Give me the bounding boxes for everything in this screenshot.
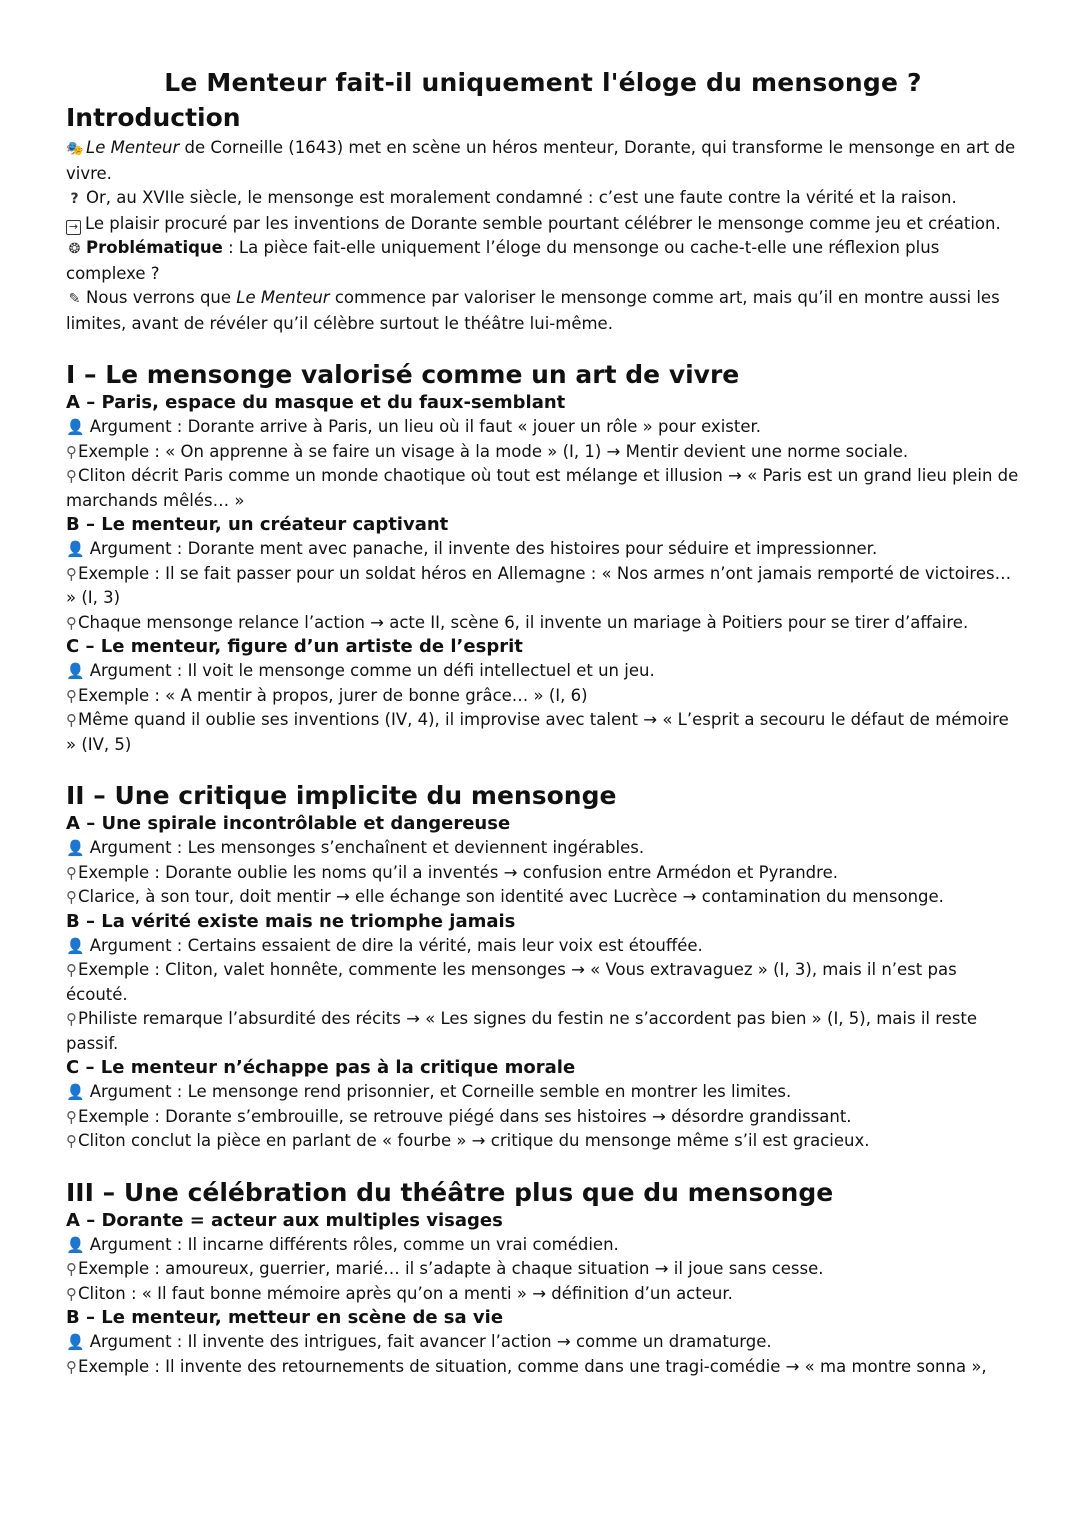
example-line: ⚲Exemple : amoureux, guerrier, marié… il s’adapte à chaque situation → il joue sans cesse. bbox=[66, 1259, 824, 1278]
part-2-c-title: C – Le menteur n’échappe pas à la critique morale bbox=[66, 1057, 576, 1078]
pushpin-icon: ✎ bbox=[68, 291, 81, 307]
arrow-box-icon: → bbox=[66, 220, 81, 235]
document-title: Le Menteur fait-il uniquement l'éloge du mensonge ? bbox=[164, 68, 922, 97]
intro-line-2: ? Or, au XVIIe siècle, le mensonge est moralement condamné : c’est une faute contre la vérité et la raison. bbox=[66, 186, 1020, 212]
example-line: ⚲Philiste remarque l’absurdité des récits → « Les signes du festin ne s’accordent pas bien » (I, 5), mais il reste passif. bbox=[66, 1009, 978, 1053]
person-icon: 👤 bbox=[66, 1235, 85, 1254]
argument-line: 👤 Argument : Il invente des intrigues, fait avancer l’action → comme un dramaturge. bbox=[66, 1332, 772, 1351]
person-icon: 👤 bbox=[66, 1083, 85, 1101]
example-line: ⚲Cliton conclut la pièce en parlant de « fourbe » → critique du mensonge même s’il est gracieux. bbox=[66, 1131, 870, 1150]
key-icon: ⚲ bbox=[66, 888, 77, 906]
key-icon: ⚲ bbox=[66, 1010, 77, 1028]
argument-line: 👤 Argument : Il incarne différents rôles, comme un vrai comédien. bbox=[66, 1234, 619, 1254]
key-icon: ⚲ bbox=[66, 1284, 77, 1303]
person-icon: 👤 bbox=[66, 540, 85, 558]
person-icon: 👤 bbox=[66, 1333, 85, 1351]
intro-line-4: ❂ Problématique : La pièce fait-elle uniquement l’éloge du mensonge ou cache-t-elle une réflexion plus complexe ? bbox=[66, 238, 940, 283]
part-1-heading: I – Le mensonge valorisé comme un art de vivre bbox=[66, 360, 740, 389]
argument-line: 👤 Argument : Les mensonges s’enchaînent et deviennent ingérables. bbox=[66, 838, 645, 857]
key-icon: ⚲ bbox=[66, 1132, 77, 1150]
example-line: ⚲Cliton décrit Paris comme un monde chaotique où tout est mélange et illusion → « Paris est un grand lieu plein de marchands mêlés… » bbox=[66, 466, 1019, 510]
key-icon: ⚲ bbox=[66, 961, 77, 979]
argument-line: 👤 Argument : Dorante ment avec panache, il invente des histoires pour séduire et impressionner. bbox=[66, 539, 878, 558]
example-line: ⚲Exemple : Dorante oublie les noms qu’il a inventés → confusion entre Armédon et Pyrandre. bbox=[66, 862, 838, 882]
part-2-a-title: A – Une spirale incontrôlable et dangereuse bbox=[66, 813, 511, 834]
part-3-a-title: A – Dorante = acteur aux multiples visages bbox=[66, 1209, 503, 1231]
person-icon: 👤 bbox=[66, 662, 85, 680]
part-2-heading: II – Une critique implicite du mensonge bbox=[66, 781, 617, 810]
example-line: ⚲Exemple : Il invente des retournements de situation, comme dans une tragi-comédie → « ma montre sonna », bbox=[66, 1356, 987, 1376]
person-icon: 👤 bbox=[66, 839, 85, 857]
part-2-b-title: B – La vérité existe mais ne triomphe jamais bbox=[66, 910, 516, 932]
person-icon: 👤 bbox=[66, 418, 85, 436]
example-line: ⚲Même quand il oublie ses inventions (IV, 4), il improvise avec talent → « L’esprit a secouru le défaut de mémoire » (IV, 5) bbox=[66, 710, 1009, 754]
part-3-b-title: B – Le menteur, metteur en scène de sa vie bbox=[66, 1307, 504, 1328]
example-line: ⚲Exemple : Cliton, valet honnête, commente les mensonges → « Vous extravaguez » (I, 3), mais il n’est pas écouté. bbox=[66, 960, 957, 1004]
key-icon: ⚲ bbox=[66, 711, 77, 729]
example-line: ⚲Exemple : « On apprenne à se faire un visage à la mode » (I, 1) → Mentir devient une norme sociale. bbox=[66, 441, 909, 461]
argument-line: 👤 Argument : Il voit le mensonge comme un défi intellectuel et un jeu. bbox=[66, 661, 655, 680]
example-line: ⚲Exemple : Il se fait passer pour un soldat héros en Allemagne : « Nos armes n’ont jamais remporté de victoires… » (I, 3) bbox=[66, 563, 1012, 607]
brain-icon: ❂ bbox=[68, 241, 81, 257]
part-1-b-title: B – Le menteur, un créateur captivant bbox=[66, 514, 449, 535]
key-icon: ⚲ bbox=[66, 564, 77, 583]
part-1-c-title: C – Le menteur, figure d’un artiste de l’esprit bbox=[66, 636, 523, 657]
argument-line: 👤 Argument : Dorante arrive à Paris, un lieu où il faut « jouer un rôle » pour exister. bbox=[66, 417, 762, 436]
introduction-heading: Introduction bbox=[66, 103, 241, 132]
example-line: ⚲Exemple : « A mentir à propos, jurer de bonne grâce… » (I, 6) bbox=[66, 685, 588, 705]
theater-masks-icon: 🎭 bbox=[66, 141, 84, 157]
question-mark-icon: ? bbox=[70, 191, 79, 207]
intro-line-5: ✎ Nous verrons que Le Menteur commence par valoriser le mensonge comme art, mais qu’il en montre aussi les limites, avant de révéler qu’il célèbre surtout le théâtre lui-même. bbox=[66, 288, 1000, 333]
example-line: ⚲Clarice, à son tour, doit mentir → elle échange son identité avec Lucrèce → contamination du mensonge. bbox=[66, 887, 944, 906]
key-icon: ⚲ bbox=[66, 613, 77, 632]
key-icon: ⚲ bbox=[66, 863, 77, 882]
person-icon: 👤 bbox=[66, 936, 85, 955]
part-1-a-title: A – Paris, espace du masque et du faux-semblant bbox=[66, 392, 566, 413]
key-icon: ⚲ bbox=[66, 467, 77, 485]
key-icon: ⚲ bbox=[66, 1260, 77, 1278]
key-icon: ⚲ bbox=[66, 1107, 77, 1126]
intro-line-3: → Le plaisir procuré par les inventions de Dorante semble pourtant célébrer le mensonge comme jeu et création. bbox=[66, 212, 1020, 237]
intro-line-1: 🎭 Le Menteur de Corneille (1643) met en scène un héros menteur, Dorante, qui transforme le mensonge en art de vivre. bbox=[66, 138, 1016, 183]
example-line: ⚲Exemple : Dorante s’embrouille, se retrouve piégé dans ses histoires → désordre grandissant. bbox=[66, 1106, 852, 1126]
argument-line: 👤 Argument : Certains essaient de dire la vérité, mais leur voix est étouffée. bbox=[66, 935, 703, 955]
argument-line: 👤 Argument : Le mensonge rend prisonnier, et Corneille semble en montrer les limites. bbox=[66, 1082, 792, 1101]
key-icon: ⚲ bbox=[66, 1357, 77, 1376]
example-line: ⚲Cliton : « Il faut bonne mémoire après qu’on a menti » → définition d’un acteur. bbox=[66, 1283, 733, 1303]
key-icon: ⚲ bbox=[66, 686, 77, 705]
key-icon: ⚲ bbox=[66, 442, 77, 461]
example-line: ⚲Chaque mensonge relance l’action → acte II, scène 6, il invente un mariage à Poitiers pour se tirer d’affaire. bbox=[66, 612, 969, 632]
part-3-heading: III – Une célébration du théâtre plus que du mensonge bbox=[66, 1177, 834, 1207]
